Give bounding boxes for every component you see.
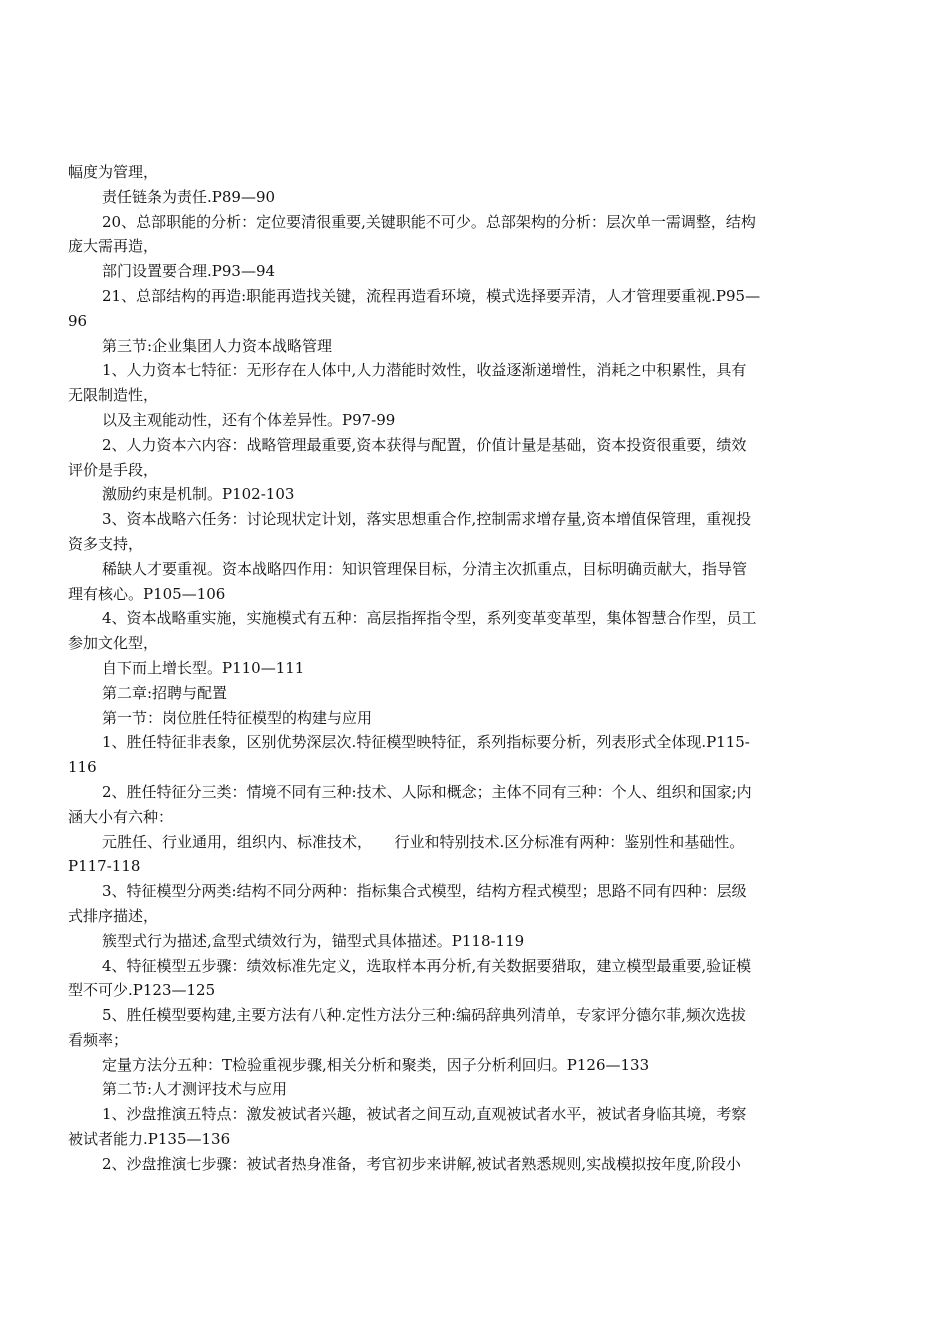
text-line: 2、沙盘推演七步骤：被试者热身准备，考官初步来讲解,被试者熟悉规则,实战模拟按年度,阶段小 bbox=[102, 1154, 741, 1173]
text-line: 1、沙盘推演五特点：激发被试者兴趣，被试者之间互动,直观被试者水平，被试者身临其境，考察 bbox=[102, 1105, 747, 1124]
text-line: 无限制造性， bbox=[68, 386, 159, 405]
text-line: 96 bbox=[68, 311, 88, 330]
text-line: 5、胜任模型要构建,主要方法有八种.定性方法分三种:编码辞典列清单，专家评分德尔菲,频次选拔 bbox=[102, 1006, 746, 1025]
text-line: 1、人力资本七特征：无形存在人体中,人力潜能时效性，收益逐渐递增性，消耗之中积累性，具有 bbox=[102, 361, 747, 380]
text-line: 庞大需再造， bbox=[68, 237, 159, 256]
text-line: 第三节:企业集团人力资本战略管理 bbox=[102, 336, 333, 355]
text-line: 以及主观能动性，还有个体差异性。P97-99 bbox=[102, 410, 396, 429]
text-line: 3、资本战略六任务：讨论现状定计划，落实思想重合作,控制需求增存量,资本增值保管理，重视投 bbox=[102, 510, 752, 529]
text-line: 第二节:人才测评技术与应用 bbox=[102, 1080, 288, 1099]
text-line: 3、特征模型分两类:结构不同分两种：指标集合式模型，结构方程式模型；思路不同有四种：层级 bbox=[102, 882, 747, 901]
text-line: 部门设置要合理.P93—94 bbox=[102, 262, 276, 281]
text-line: 式排序描述， bbox=[68, 906, 159, 925]
text-line: 元胜任、行业通用，组织内、标准技术， 行业和特别技术.区分标准有两种：鉴别性和基础性。 bbox=[102, 832, 745, 851]
text-line: 评价是手段， bbox=[68, 460, 159, 479]
text-line: 第一节：岗位胜任特征模型的构建与应用 bbox=[102, 708, 373, 727]
text-line: 幅度为管理， bbox=[68, 163, 159, 181]
text-line: 2、人力资本六内容：战略管理最重要,资本获得与配置，价值计量是基础，资本投资很重要，绩效 bbox=[102, 435, 747, 454]
text-line: 自下而上增长型。P110—111 bbox=[102, 658, 305, 677]
text-line: P117-118 bbox=[68, 857, 141, 876]
text-line: 激励约束是机制。P102-103 bbox=[102, 485, 295, 504]
text-line: 第二章:招聘与配置 bbox=[102, 683, 228, 702]
text-line: 4、资本战略重实施，实施模式有五种：高层指挥指令型，系列变革变革型，集体智慧合作型，员工 bbox=[102, 609, 757, 628]
text-line: 20、总部职能的分析：定位要清很重要,关键职能不可少。总部架构的分析：层次单一需调整，结构 bbox=[102, 212, 756, 231]
document-body bbox=[68, 160, 858, 1177]
text-line: 1、胜任特征非表象，区别优势深层次.特征模型映特征，系列指标要分析，列表形式全体现.P115- bbox=[102, 733, 750, 752]
text-line: 定量方法分五种：T检验重视步骤,相关分析和聚类，因子分析利回归。P126—133 bbox=[102, 1055, 650, 1074]
text-line: 责任链条为责任.P89—90 bbox=[102, 187, 276, 206]
text-line: 参加文化型， bbox=[68, 634, 159, 653]
text-line: 型不可少.P123—125 bbox=[68, 981, 216, 1000]
text-line: 看频率； bbox=[68, 1030, 129, 1049]
text-line: 涵大小有六种： bbox=[68, 807, 174, 826]
text-line: 被试者能力.P135—136 bbox=[68, 1130, 231, 1149]
text-line: 稀缺人才要重视。资本战略四作用：知识管理保目标，分清主次抓重点，目标明确贡献大，指导管 bbox=[102, 559, 748, 578]
text-line: 理有核心。P105—106 bbox=[68, 584, 226, 603]
text-line: 116 bbox=[68, 758, 97, 777]
text-line: 21、总部结构的再造:职能再造找关键，流程再造看环境，模式选择要弄清，人才管理要重视.P95— bbox=[102, 286, 761, 305]
text-line: 4、特征模型五步骤：绩效标准先定义，选取样本再分析,有关数据要猎取，建立模型最重要,验证模 bbox=[102, 956, 752, 975]
text-line: 簇型式行为描述,盒型式绩效行为，锚型式具体描述。P118-119 bbox=[102, 931, 525, 950]
text-line: 资多支持， bbox=[68, 534, 144, 553]
text-line: 2、胜任特征分三类：情境不同有三种:技术、人际和概念；主体不同有三种：个人、组织和国家;内 bbox=[102, 782, 752, 801]
